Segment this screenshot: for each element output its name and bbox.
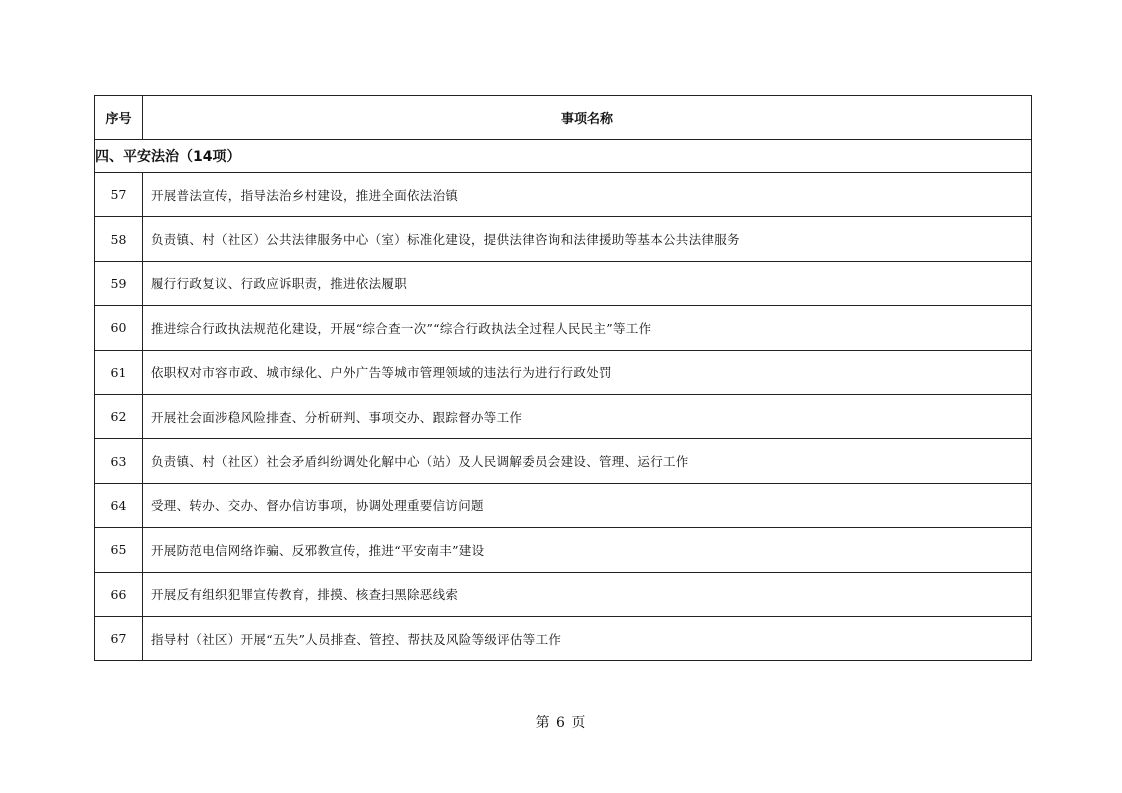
row-item-name: 负责镇、村（社区）公共法律服务中心（室）标准化建设，提供法律咨询和法律援助等基本公共法律服务 <box>143 217 1032 261</box>
row-item-name: 开展防范电信网络诈骗、反邪教宣传，推进“平安南丰”建设 <box>143 528 1032 572</box>
row-item-name: 开展反有组织犯罪宣传教育，排摸、核查扫黑除恶线索 <box>143 572 1032 616</box>
row-number: 64 <box>95 483 143 527</box>
table-row <box>95 394 1032 438</box>
row-number: 67 <box>95 616 143 660</box>
row-item-name: 推进综合行政执法规范化建设，开展“综合查一次”“综合行政执法全过程人民民主”等工作 <box>143 306 1032 350</box>
header-no: 序号 <box>95 96 143 140</box>
row-item-name: 负责镇、村（社区）社会矛盾纠纷调处化解中心（站）及人民调解委员会建设、管理、运行工作 <box>143 439 1032 483</box>
row-number: 63 <box>95 439 143 483</box>
table-row <box>95 528 1032 572</box>
table-row <box>95 217 1032 261</box>
table-row <box>95 439 1032 483</box>
row-item-name: 依职权对市容市政、城市绿化、户外广告等城市管理领域的违法行为进行行政处罚 <box>143 350 1032 394</box>
page-number: 第 6 页 <box>535 715 587 731</box>
table-row <box>95 616 1032 660</box>
table-row <box>95 261 1032 305</box>
table-row <box>95 350 1032 394</box>
table-row <box>95 483 1032 527</box>
row-number: 65 <box>95 528 143 572</box>
row-number: 62 <box>95 394 143 438</box>
row-item-name: 开展普法宣传，指导法治乡村建设，推进全面依法治镇 <box>143 173 1032 217</box>
table-row <box>95 572 1032 616</box>
row-number: 58 <box>95 217 143 261</box>
header-name: 事项名称 <box>143 96 1032 140</box>
section-title: 四、平安法治（14项） <box>95 140 1032 173</box>
row-item-name: 开展社会面涉稳风险排查、分析研判、事项交办、跟踪督办等工作 <box>143 394 1032 438</box>
items-table <box>94 95 1032 661</box>
table-row <box>95 173 1032 217</box>
section-row <box>95 140 1032 173</box>
table-header-row <box>95 96 1032 140</box>
row-item-name: 履行行政复议、行政应诉职责，推进依法履职 <box>143 261 1032 305</box>
row-number: 60 <box>95 306 143 350</box>
row-number: 61 <box>95 350 143 394</box>
table-row <box>95 306 1032 350</box>
row-item-name: 指导村（社区）开展“五失”人员排查、管控、帮扶及风险等级评估等工作 <box>143 616 1032 660</box>
row-item-name: 受理、转办、交办、督办信访事项，协调处理重要信访问题 <box>143 483 1032 527</box>
row-number: 57 <box>95 173 143 217</box>
row-number: 66 <box>95 572 143 616</box>
row-number: 59 <box>95 261 143 305</box>
